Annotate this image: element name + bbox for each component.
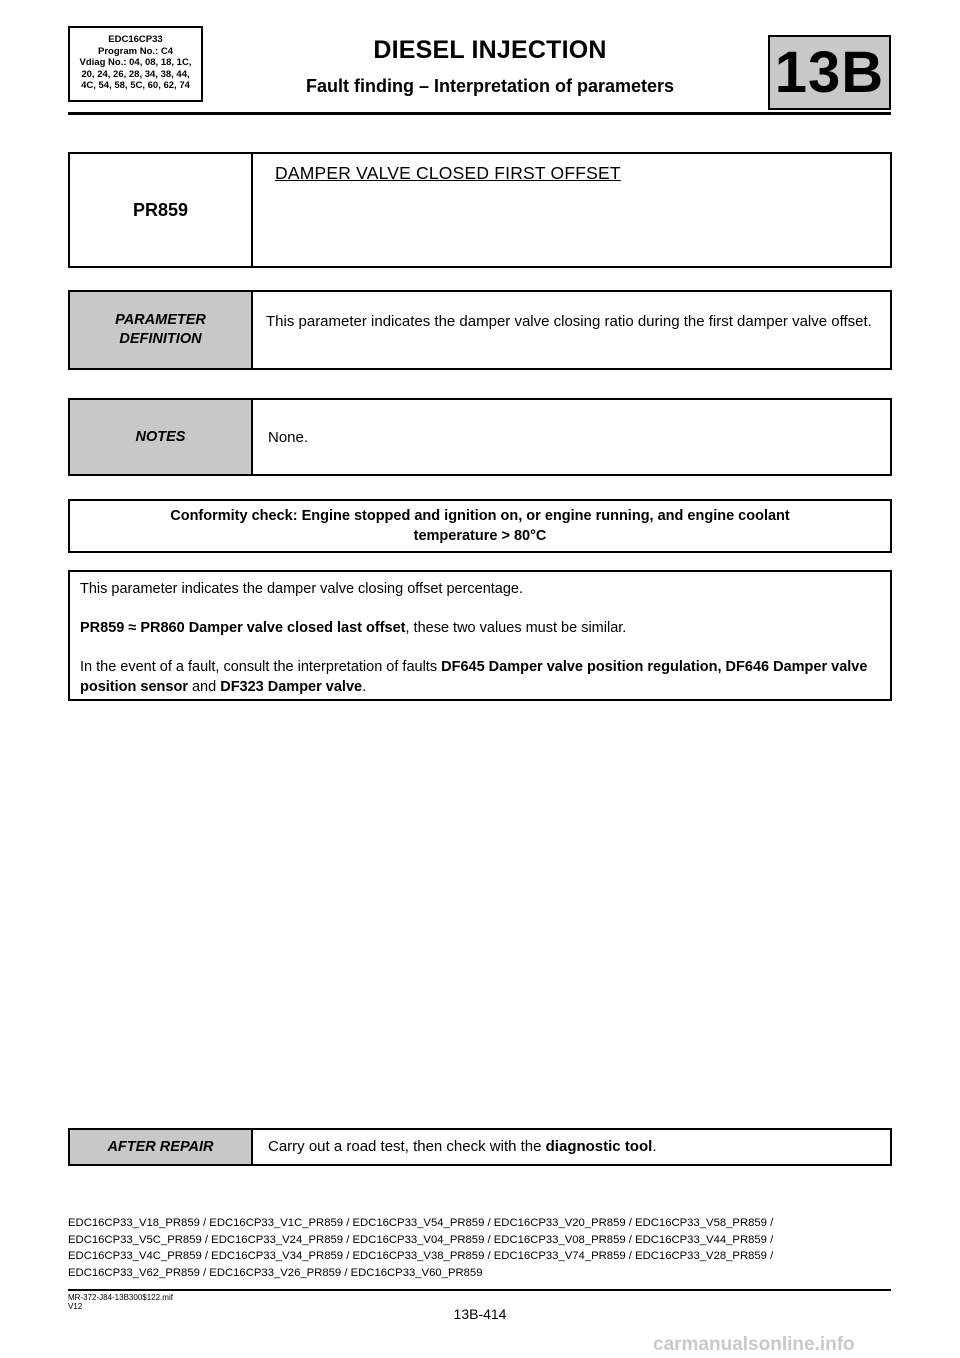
parameter-title: DAMPER VALVE CLOSED FIRST OFFSET [275, 163, 621, 183]
definition-label: PARAMETER DEFINITION [115, 312, 206, 347]
ecu-info-line: Program No.: C4 [98, 45, 173, 57]
ecu-info-box [68, 26, 203, 102]
parameter-title-box [68, 152, 892, 268]
conformity-check-text: Conformity check: Engine stopped and ignition on, or engine running, and engine coolant temperature > 80°C [170, 508, 790, 544]
page-title: DIESEL INJECTION [373, 36, 607, 64]
watermark: carmanualsonline.info [653, 1334, 855, 1355]
definition-text: This parameter indicates the damper valve closing ratio during the first damper valve offset. [266, 313, 872, 330]
definition-box [68, 290, 892, 370]
footer-reference-line: EDC16CP33_V18_PR859 / EDC16CP33_V1C_PR859 / EDC16CP33_V54_PR859 / EDC16CP33_V20_PR859 / EDC16CP33_V58_PR859 / [68, 1217, 774, 1229]
notes-label: NOTES [135, 428, 186, 445]
notes-text: None. [268, 429, 309, 446]
ecu-info-line: Vdiag No.: 04, 08, 18, 1C, [79, 57, 192, 68]
after-repair-text: Carry out a road test, then check with the diagnostic tool. [268, 1138, 657, 1155]
ecu-info-line: 20, 24, 26, 28, 34, 38, 44, [81, 68, 190, 80]
header-divider [68, 112, 891, 115]
parameter-code-cell [70, 154, 253, 266]
conformity-check-box [68, 499, 892, 553]
after-repair-label: AFTER REPAIR [107, 1138, 214, 1155]
footer-reference-line: EDC16CP33_V5C_PR859 / EDC16CP33_V24_PR859 / EDC16CP33_V04_PR859 / EDC16CP33_V08_PR859 / EDC16CP33_V44_PR859 / [68, 1233, 774, 1246]
section-code-badge: 13B [768, 35, 891, 110]
definition-label-cell [70, 292, 253, 368]
after-repair-label-cell [70, 1130, 253, 1164]
ecu-info-line: 4C, 54, 58, 5C, 60, 62, 74 [81, 80, 190, 91]
details-paragraph: In the event of a fault, consult the interpretation of faults DF645 Damper valve position regulation, DF646 Damper valve position sensor and DF323 Damper valve. [80, 659, 868, 695]
footer-divider [68, 1289, 891, 1291]
notes-label-cell [70, 400, 253, 474]
footer-references [68, 1215, 898, 1281]
footer-reference-line: EDC16CP33_V62_PR859 / EDC16CP33_V26_PR859 / EDC16CP33_V60_PR859 [68, 1266, 483, 1279]
footer-file-ref: MR-372-J84-13B300$122.mif V12 [68, 1293, 173, 1311]
details-box [68, 570, 892, 701]
details-paragraph: This parameter indicates the damper valve closing offset percentage. [80, 581, 524, 597]
parameter-code: PR859 [132, 199, 189, 220]
page-subtitle: Fault finding – Interpretation of parameters [305, 76, 675, 96]
notes-box [68, 398, 892, 476]
footer-reference-line: EDC16CP33_V4C_PR859 / EDC16CP33_V34_PR859 / EDC16CP33_V38_PR859 / EDC16CP33_V74_PR859 / EDC16CP33_V28_PR859 / [68, 1250, 774, 1262]
after-repair-box [68, 1128, 892, 1166]
details-paragraph: PR859 ≈ PR860 Damper valve closed last offset, these two values must be similar. [80, 620, 627, 636]
page-number: 13B-414 [453, 1306, 507, 1322]
ecu-info-line: EDC16CP33 [108, 34, 163, 45]
